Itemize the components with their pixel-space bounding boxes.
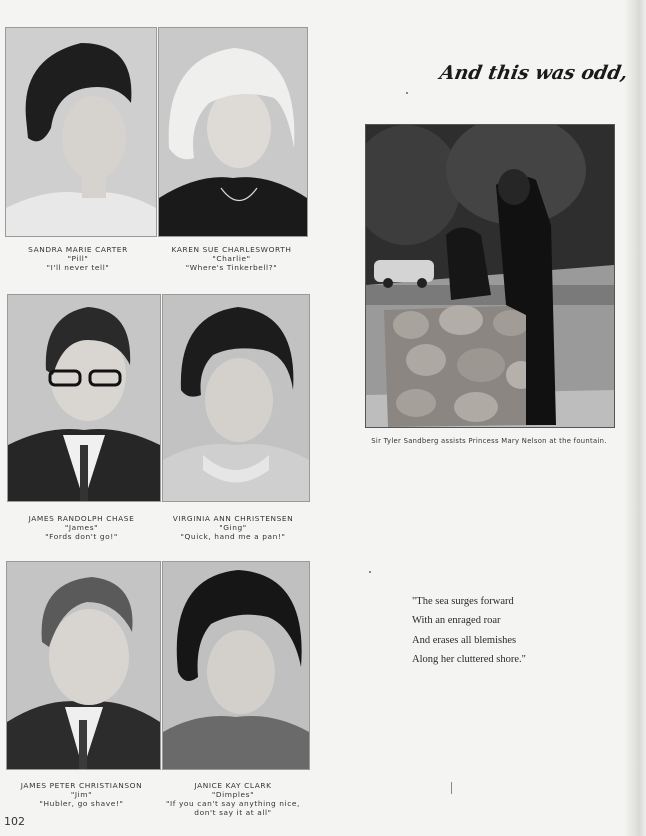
student-caption [4,781,159,808]
page-headline: And this was odd, [438,62,630,84]
student-nickname: "Charlie" [212,254,251,263]
student-nickname: "James" [64,523,99,532]
poem-line: And erases all blemishes [412,634,517,646]
student-caption [158,781,308,817]
portrait-photo-janice-clark [162,561,310,770]
portrait-photo-karen-charlesworth [158,27,308,237]
student-name: JAMES RANDOLPH CHASE [28,514,135,523]
portrait-photo-sandra-carter [5,27,157,237]
student-name: KAREN SUE CHARLESWORTH [171,245,292,254]
student-quote: "Hubler, go shave!" [39,799,124,808]
student-caption [3,245,153,272]
student-nickname: "Pill" [67,254,89,263]
portrait-photo-james-chase [7,294,161,502]
fountain-photo [365,124,615,428]
student-nickname: "Dimples" [211,790,255,799]
student-quote: "If you can't say anything nice, don't say it at all" [166,799,300,817]
student-name: VIRGINIA ANN CHRISTENSEN [172,514,294,523]
print-speck [406,92,408,94]
poem-line: "The sea surges forward [412,596,514,607]
page-binding-edge [624,0,646,836]
student-caption [154,245,309,272]
student-nickname: "Ging" [219,523,247,532]
student-nickname: "Jim" [70,790,93,799]
portrait-photo-virginia-christensen [162,294,310,502]
student-quote: "I'll never tell" [46,263,110,272]
print-speck [369,571,371,573]
student-name: JAMES PETER CHRISTIANSON [20,781,143,790]
poem [412,592,526,669]
page-number: 102 [4,815,25,828]
portrait-photo-james-christianson [6,561,161,770]
poem-line: Along her cluttered shore." [412,653,526,665]
student-quote: "Fords don't go!" [45,532,118,541]
student-caption [154,514,312,541]
student-quote: "Quick, hand me a pan!" [180,532,286,541]
student-name: JANICE KAY CLARK [194,781,272,790]
student-name: SANDRA MARIE CARTER [28,245,128,254]
student-quote: "Where's Tinkerbell?" [185,263,278,272]
print-speck [451,782,452,794]
poem-line: With an enraged roar [412,615,501,627]
student-caption [4,514,159,541]
fountain-caption: Sir Tyler Sandberg assists Princess Mary Nelson at the fountain. [371,437,607,445]
